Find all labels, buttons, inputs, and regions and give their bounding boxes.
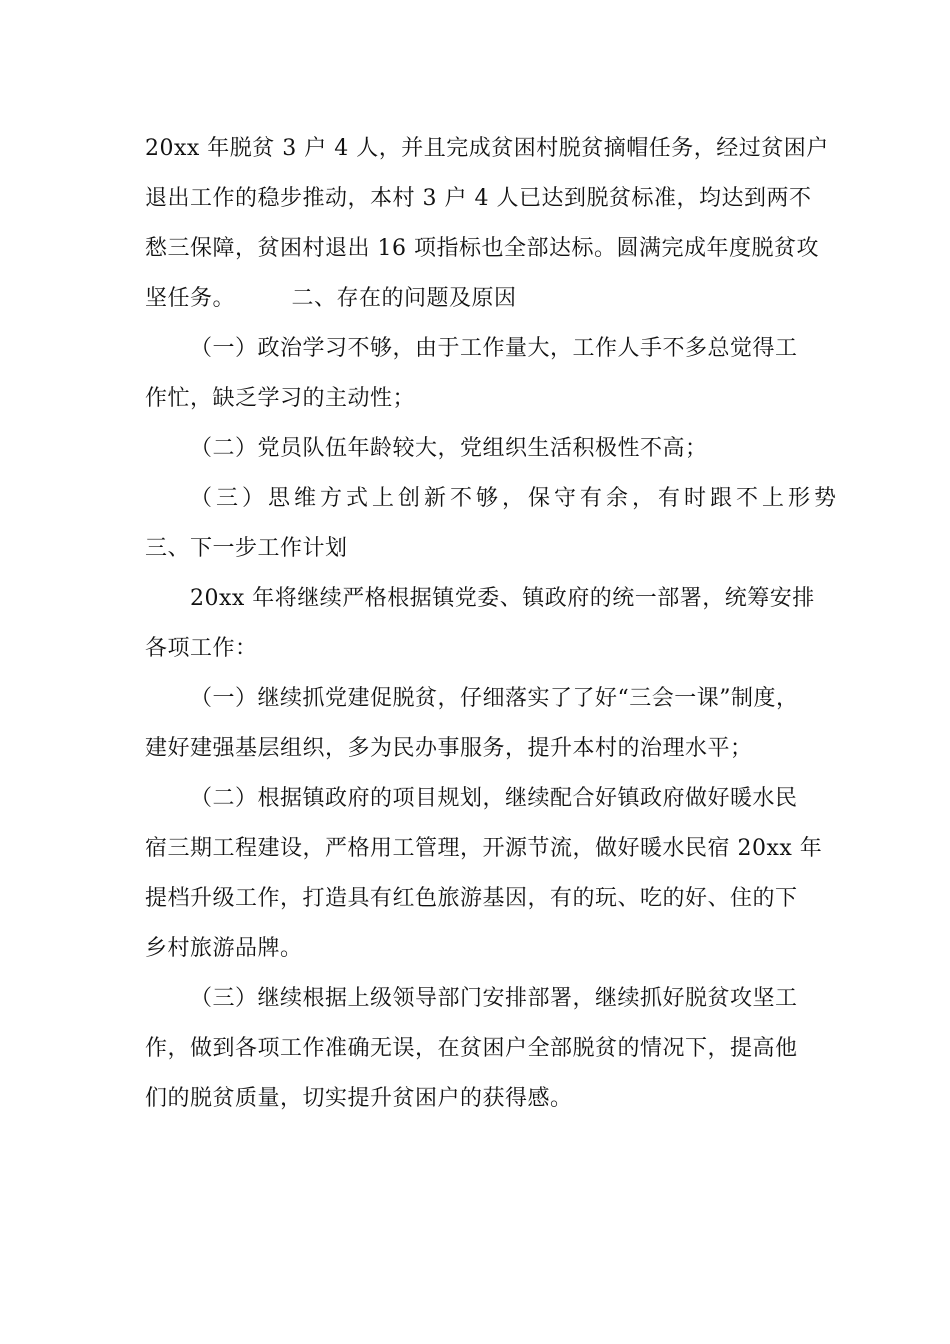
paragraph-line: 宿三期工程建设，严格用工管理，开源节流，做好暖水民宿 20xx 年 [145, 836, 823, 861]
paragraph-line: 们的脱贫质量，切实提升贫困户的获得感。 [145, 1086, 573, 1111]
section-heading: 三、下一步工作计划 [145, 536, 348, 561]
paragraph-line: （一）政治学习不够，由于工作量大，工作人手不多总觉得工 [190, 336, 798, 361]
paragraph-line: 愁三保障，贫困村退出 16 项指标也全部达标。圆满完成年度脱贫攻 [145, 236, 819, 261]
paragraph-line: （三）继续根据上级领导部门安排部署，继续抓好脱贫攻坚工 [190, 986, 798, 1011]
paragraph-line: 乡村旅游品牌。 [145, 936, 303, 961]
paragraph-line: （二）党员队伍年龄较大，党组织生活积极性不高； [190, 436, 708, 461]
paragraph-line: 各项工作： [145, 636, 258, 661]
paragraph-line: 20xx 年将继续严格根据镇党委、镇政府的统一部署，统筹安排 [190, 586, 815, 611]
paragraph-line: （二）根据镇政府的项目规划，继续配合好镇政府做好暖水民 [190, 786, 798, 811]
paragraph-line: 坚任务。 二、存在的问题及原因 [145, 286, 517, 311]
paragraph-line: 提档升级工作，打造具有红色旅游基因，有的玩、吃的好、住的下 [145, 886, 798, 911]
paragraph-line: 建好建强基层组织，多为民办事服务，提升本村的治理水平； [145, 736, 753, 761]
paragraph-line: （一）继续抓党建促脱贫，仔细落实了了好“三会一课”制度， [190, 686, 799, 711]
paragraph-line: 退出工作的稳步推动，本村 3 户 4 人已达到脱贫标准，均达到两不 [145, 186, 812, 211]
paragraph-line: （三）思维方式上创新不够，保守有余，有时跟不上形势 [190, 486, 841, 511]
paragraph-line: 作忙，缺乏学习的主动性； [145, 386, 416, 411]
paragraph-line: 作，做到各项工作准确无误，在贫困户全部脱贫的情况下，提高他 [145, 1036, 798, 1061]
paragraph-line: 20xx 年脱贫 3 户 4 人，并且完成贫困村脱贫摘帽任务，经过贫困户 [145, 136, 829, 161]
